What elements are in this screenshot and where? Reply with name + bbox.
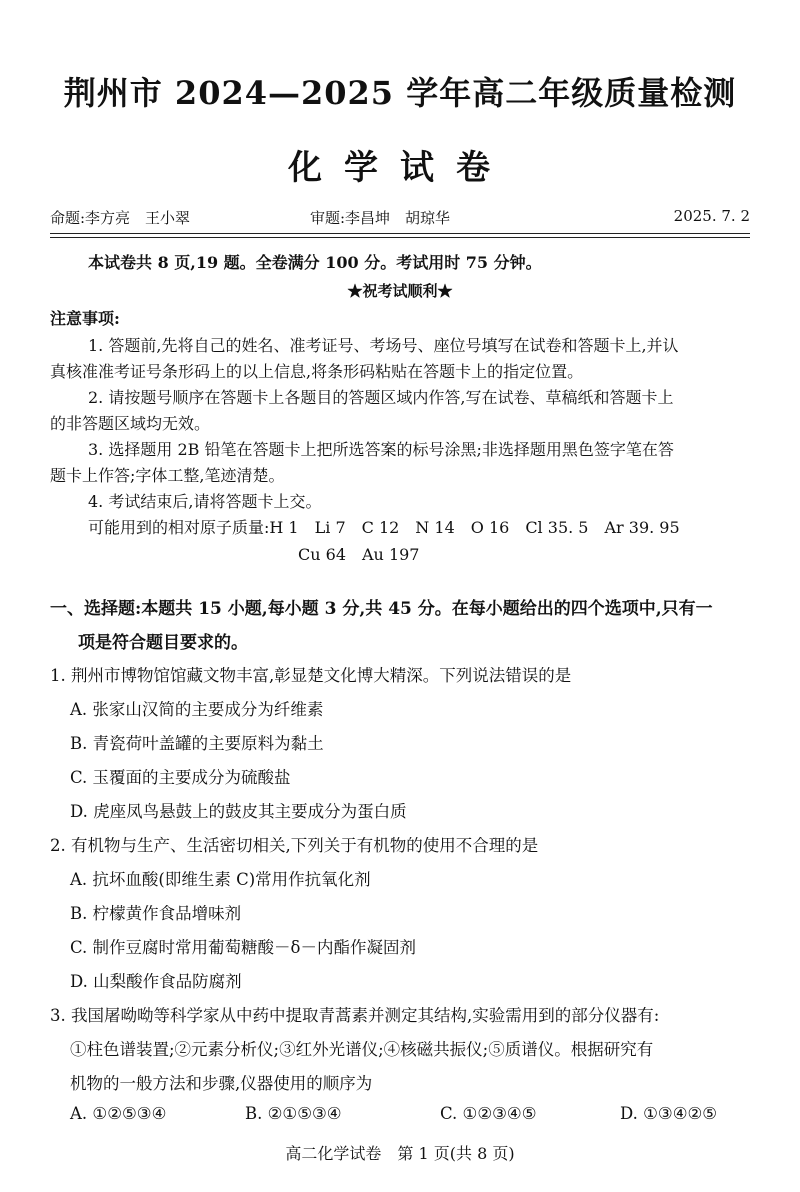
question-3-stem-cont: ①柱色谱装置;②元素分析仪;③红外光谱仪;④核磁共振仪;⑤质谱仪。根据研究有	[70, 1040, 654, 1059]
question-3-stem-cont: 机物的一般方法和步骤,仪器使用的顺序为	[70, 1074, 373, 1093]
notice-line: 3. 选择题用 2B 铅笔在答题卡上把所选答案的标号涂黑;非选择题用黑色签字笔在答	[88, 440, 674, 459]
atomic-mass-line: 可能用到的相对原子质量:H 1 Li 7 C 12 N 14 O 16 Cl 35. 5 Ar 39. 95	[88, 518, 680, 537]
divider-top	[50, 233, 750, 234]
notice-line: 真核准准考证号条形码上的以上信息,将条形码粘贴在答题卡上的指定位置。	[50, 362, 584, 381]
reviewers: 审题:李昌坤 胡琼华	[310, 209, 451, 227]
divider-top-thin	[50, 237, 750, 238]
notice-line: 2. 请按题号顺序在答题卡上各题目的答题区域内作答,写在试卷、草稿纸和答题卡上	[88, 388, 674, 407]
question-1-option: D. 虎座凤鸟悬鼓上的鼓皮其主要成分为蛋白质	[70, 802, 407, 821]
question-2-option: C. 制作豆腐时常用葡萄糖酸－δ－内酯作凝固剂	[70, 938, 416, 957]
exam-title: 荆州市 2024—2025 学年高二年级质量检测	[63, 74, 737, 112]
question-1-option: A. 张家山汉简的主要成分为纤维素	[70, 700, 324, 719]
question-1-stem: 1. 荆州市博物馆馆藏文物丰富,彰显楚文化博大精深。下列说法错误的是	[50, 666, 572, 685]
question-1-option: B. 青瓷荷叶盖罐的主要原料为黏土	[70, 734, 324, 753]
notice-heading: 注意事项:	[50, 309, 120, 328]
question-3-option: A. ①②⑤③④	[70, 1104, 167, 1123]
question-3-stem: 3. 我国屠呦呦等科学家从中药中提取青蒿素并测定其结构,实验需用到的部分仪器有:	[50, 1006, 660, 1025]
notice-line: 的非答题区域均无效。	[50, 414, 211, 433]
question-3-option: C. ①②③④⑤	[440, 1104, 537, 1123]
atomic-mass-line: Cu 64 Au 197	[298, 545, 420, 564]
question-2-option: D. 山梨酸作食品防腐剂	[70, 972, 242, 991]
subject-title: 化学试卷	[288, 148, 512, 188]
authors: 命题:李方亮 王小翠	[50, 209, 191, 227]
section-heading-cont: 项是符合题目要求的。	[78, 633, 248, 653]
question-1-option: C. 玉覆面的主要成分为硫酸盐	[70, 768, 291, 787]
question-3-option: D. ①③④②⑤	[620, 1104, 718, 1123]
question-3-option: B. ②①⑤③④	[245, 1104, 342, 1123]
exam-summary: 本试卷共 8 页,19 题。全卷满分 100 分。考试用时 75 分钟。	[88, 253, 542, 272]
section-heading: 一、选择题:本题共 15 小题,每小题 3 分,共 45 分。在每小题给出的四个选项中,只有一	[50, 599, 713, 619]
exam-date: 2025. 7. 2	[673, 207, 750, 225]
page-footer: 高二化学试卷 第 1 页(共 8 页)	[285, 1144, 515, 1163]
notice-line: 题卡上作答;字体工整,笔迹清楚。	[50, 466, 285, 485]
blessing: ★祝考试顺利★	[347, 282, 453, 300]
notice-line: 4. 考试结束后,请将答题卡上交。	[88, 492, 322, 511]
question-2-option: B. 柠檬黄作食品增味剂	[70, 904, 242, 923]
question-2-stem: 2. 有机物与生产、生活密切相关,下列关于有机物的使用不合理的是	[50, 836, 539, 855]
notice-line: 1. 答题前,先将自己的姓名、准考证号、考场号、座位号填写在试卷和答题卡上,并认	[88, 336, 679, 355]
question-2-option: A. 抗坏血酸(即维生素 C)常用作抗氧化剂	[70, 870, 371, 889]
